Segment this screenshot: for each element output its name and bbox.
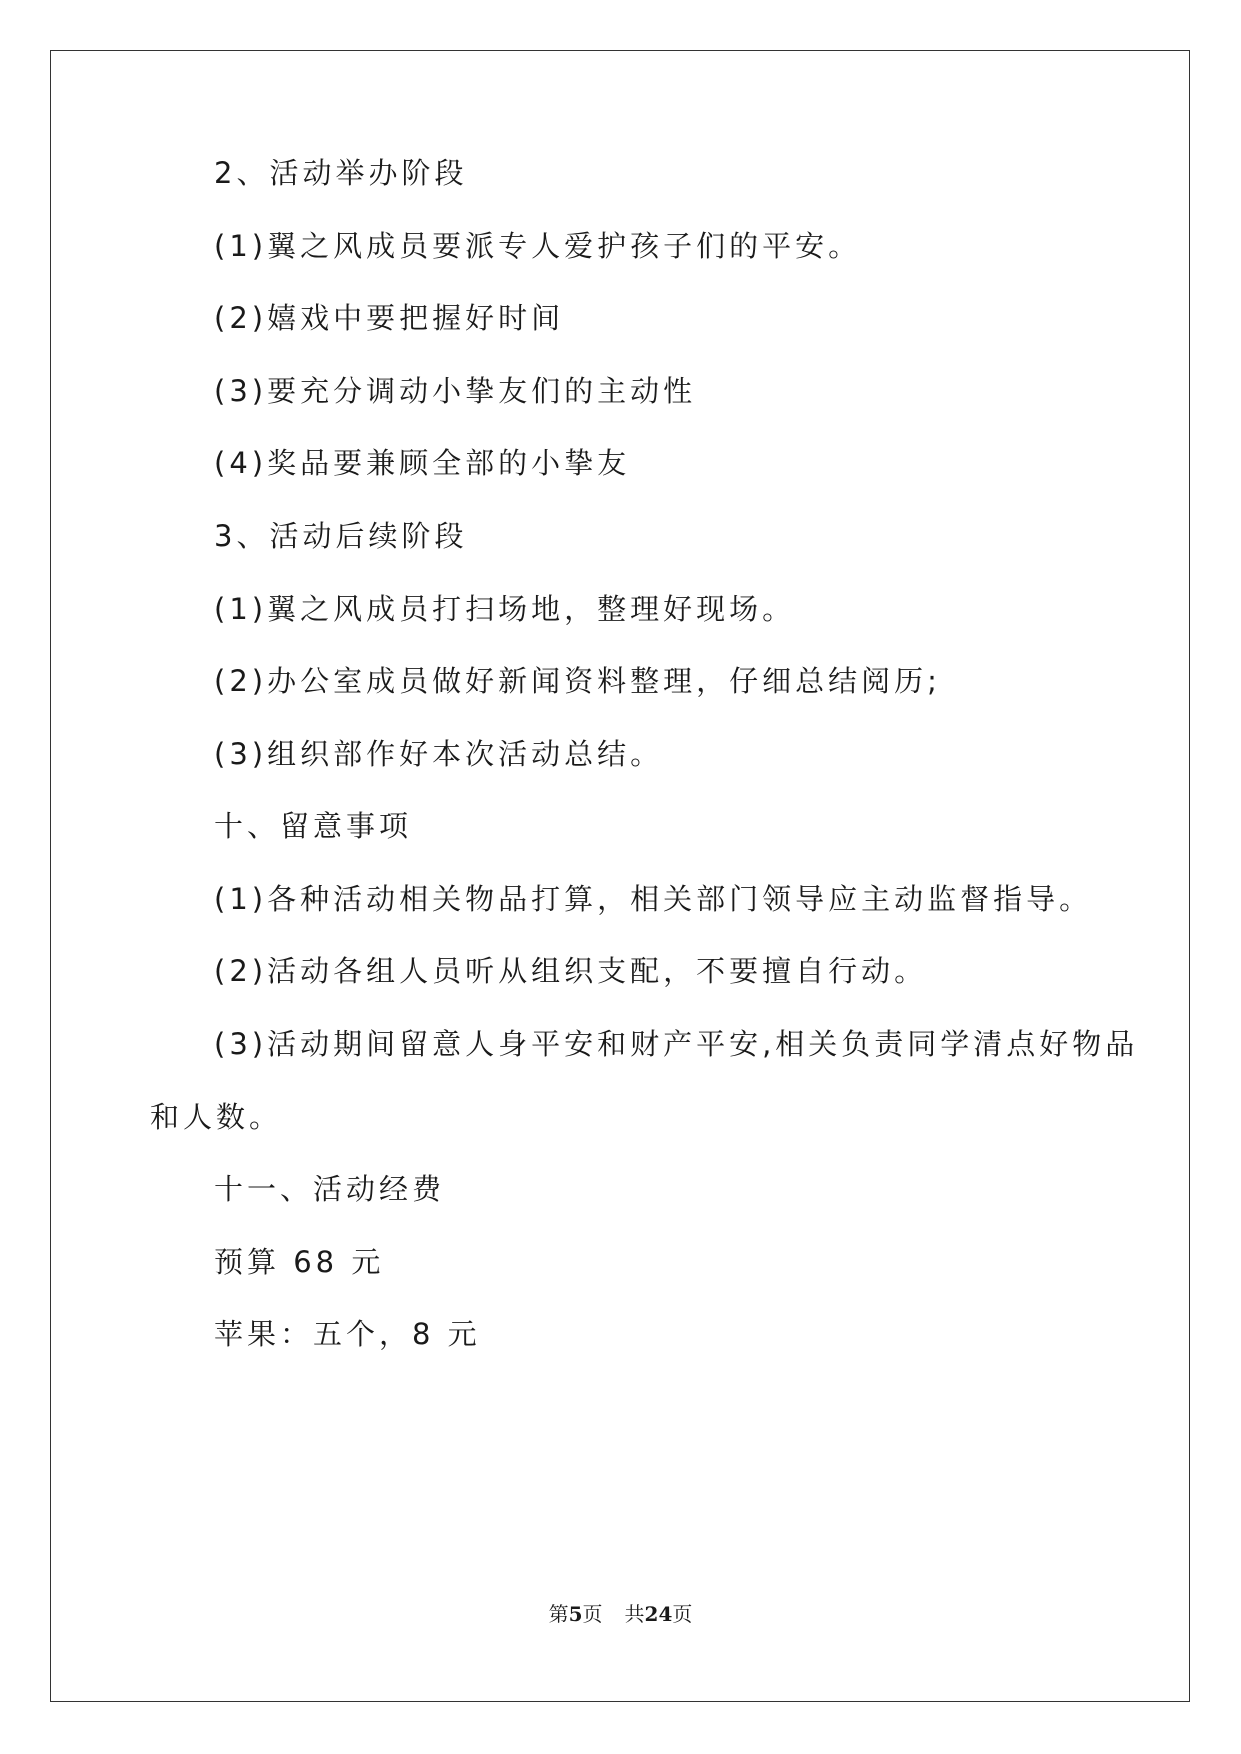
section-heading-notes: 十、留意事项 xyxy=(214,809,413,843)
total-pages: 24 xyxy=(644,1602,673,1626)
paragraph: (2)办公室成员做好新闻资料整理，仔细总结阅历; xyxy=(214,664,941,698)
paragraph: (3)活动期间留意人身平安和财产平安,相关负责同学清点好物品 xyxy=(214,1027,1139,1061)
total-prefix: 共 xyxy=(624,1602,645,1626)
page-suffix: 页 xyxy=(582,1602,603,1626)
paragraph: 苹果：五个，8 元 xyxy=(214,1317,481,1351)
paragraph: (1)翼之风成员要派专人爱护孩子们的平安。 xyxy=(214,229,862,263)
section-heading-activity-stage: 2、活动举办阶段 xyxy=(214,156,468,190)
paragraph: (1)翼之风成员打扫场地，整理好现场。 xyxy=(214,592,796,626)
paragraph: (1)各种活动相关物品打算，相关部门领导应主动监督指导。 xyxy=(214,882,1093,916)
paragraph: (3)组织部作好本次活动总结。 xyxy=(214,737,664,771)
page-prefix: 第 xyxy=(548,1602,569,1626)
section-heading-followup-stage: 3、活动后续阶段 xyxy=(214,519,468,553)
paragraph: (3)要充分调动小挚友们的主动性 xyxy=(214,374,697,408)
paragraph: (4)奖品要兼顾全部的小挚友 xyxy=(214,446,631,480)
paragraph: (2)活动各组人员听从组织支配，不要擅自行动。 xyxy=(214,954,928,988)
page-footer xyxy=(0,1600,1241,1628)
section-heading-budget: 十一、活动经费 xyxy=(214,1172,446,1206)
page-number: 5 xyxy=(568,1602,583,1626)
paragraph-continuation: 和人数。 xyxy=(150,1100,283,1134)
total-suffix: 页 xyxy=(672,1602,693,1626)
paragraph: 预算 68 元 xyxy=(214,1245,385,1279)
paragraph: (2)嬉戏中要把握好时间 xyxy=(214,301,565,335)
